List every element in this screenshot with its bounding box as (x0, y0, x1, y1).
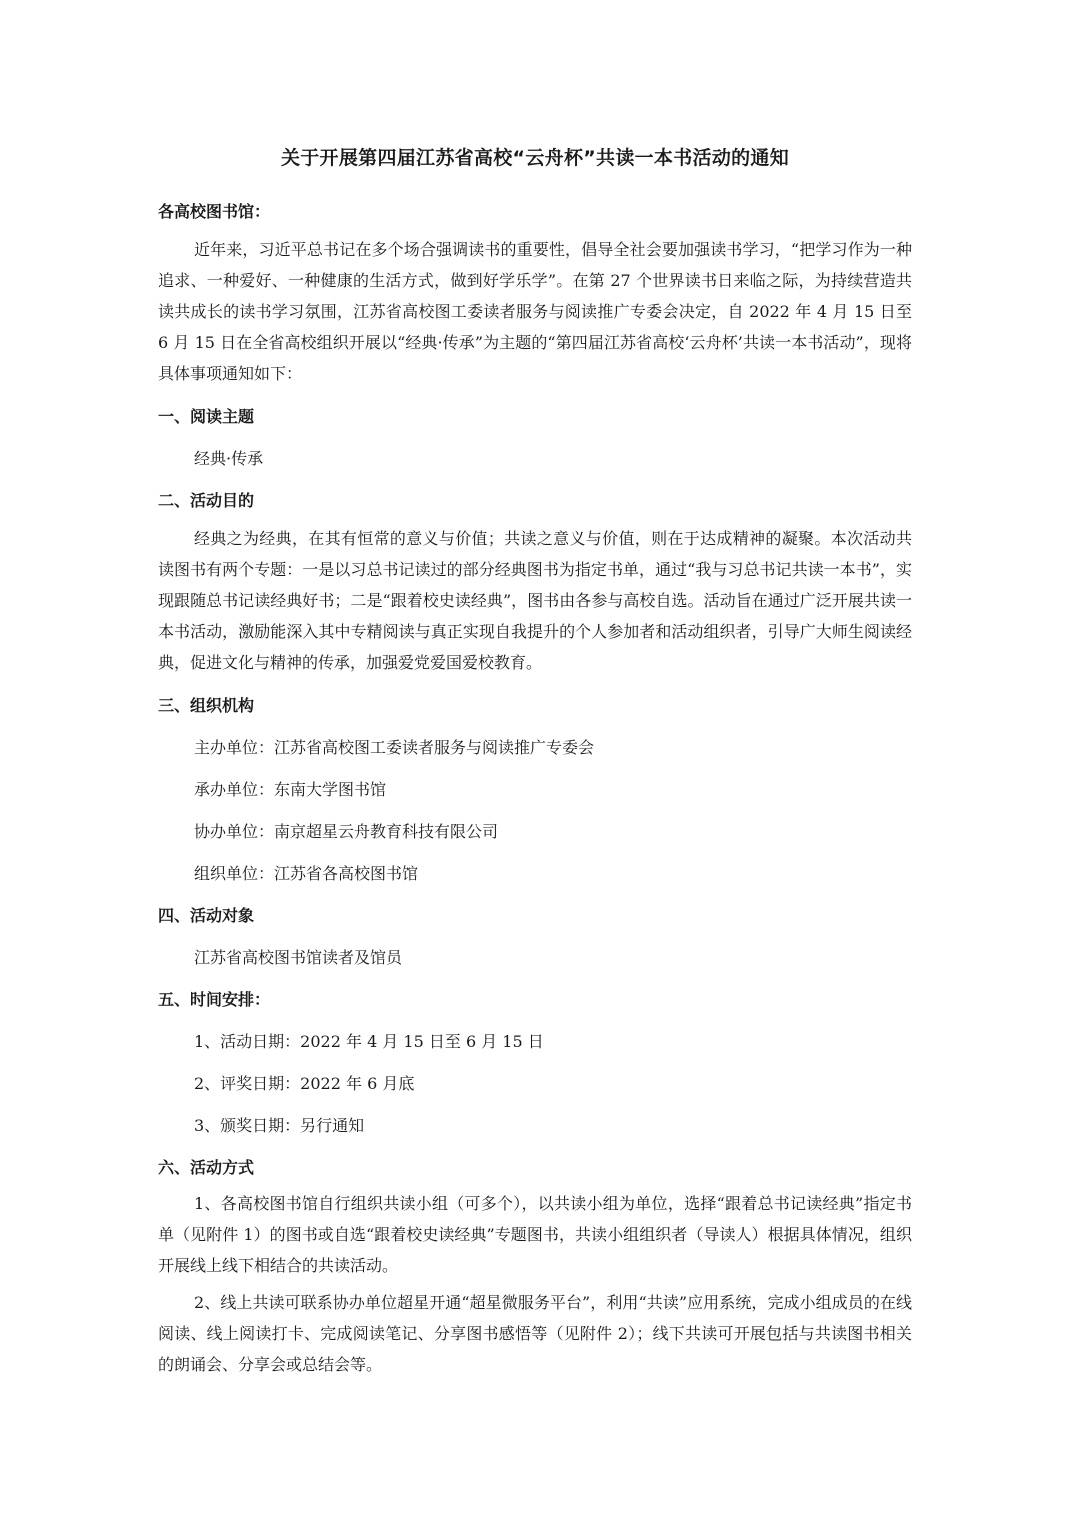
organizer-organizing-unit: 组织单位：江苏省各高校图书馆 (194, 864, 419, 883)
section-heading-audience: 四、活动对象 (158, 906, 255, 925)
section-heading-organization: 三、组织机构 (158, 696, 255, 715)
schedule-item-judging-date: 2、评奖日期：2022 年 6 月底 (194, 1074, 415, 1093)
section-heading-schedule: 五、时间安排： (158, 990, 271, 1009)
section-heading-theme: 一、阅读主题 (158, 407, 255, 426)
document-body (158, 140, 912, 1380)
audience-text: 江苏省高校图书馆读者及馆员 (194, 948, 403, 967)
section-heading-method: 六、活动方式 (158, 1158, 255, 1177)
purpose-paragraph: 经典之为经典，在其有恒常的意义与价值；共读之意义与价值，则在于达成精神的凝聚。本次活动共读图书有两个专题：一是以习总书记读过的部分经典图书为指定书单，通过“我与习总书记共读一本书”，实现跟随总书记读经典好书；二是“跟着校史读经典”，图书由各参与高校自选。活动旨在通过广泛开展共读一本书活动，激励能深入其中专精阅读与真正实现自我提升的个人参加者和活动组织者，引导广大师生阅读经典，促进文化与精神的传承，加强爱党爱国爱校教育。 (158, 529, 912, 672)
salutation: 各高校图书馆： (158, 202, 271, 221)
method-paragraph-1: 1、各高校图书馆自行组织共读小组（可多个），以共读小组为单位，选择“跟着总书记读经典”指定书单（见附件 1）的图书或自选“跟着校史读经典”专题图书，共读小组组织者（导读人）根据具体情况，组织开展线上线下相结合的共读活动。 (158, 1194, 912, 1275)
schedule-item-activity-date: 1、活动日期：2022 年 4 月 15 日至 6 月 15 日 (194, 1032, 544, 1051)
organizer-host: 主办单位：江苏省高校图工委读者服务与阅读推广专委会 (194, 738, 595, 757)
organizer-undertaker: 承办单位：东南大学图书馆 (194, 780, 387, 799)
intro-paragraph: 近年来，习近平总书记在多个场合强调读书的重要性，倡导全社会要加强读书学习，“把学习作为一种追求、一种爱好、一种健康的生活方式，做到好学乐学”。在第 27 个世界读书日来临之际，为持续营造共读共成长的读书学习氛围，江苏省高校图工委读者服务与阅读推广专委会决定，自 2022 年 4 月 15 日至 6 月 15 日在全省高校组织开展以“经典·传承”为主题的“第四届江苏省高校‘云舟杯’共读一本书活动”，现将具体事项通知如下： (158, 240, 912, 383)
section-heading-purpose: 二、活动目的 (158, 491, 255, 510)
theme-text: 经典·传承 (194, 449, 264, 468)
schedule-item-award-date: 3、颁奖日期：另行通知 (194, 1116, 365, 1135)
method-paragraph-2: 2、线上共读可联系协办单位超星开通“超星微服务平台”，利用“共读”应用系统，完成小组成员的在线阅读、线上阅读打卡、完成阅读笔记、分享图书感悟等（见附件 2）；线下共读可开展包括与共读图书相关的朗诵会、分享会或总结会等。 (158, 1293, 912, 1374)
organizer-coorganizer: 协办单位：南京超星云舟教育科技有限公司 (194, 822, 499, 841)
document-title: 关于开展第四届江苏省高校“云舟杯”共读一本书活动的通知 (280, 147, 790, 169)
